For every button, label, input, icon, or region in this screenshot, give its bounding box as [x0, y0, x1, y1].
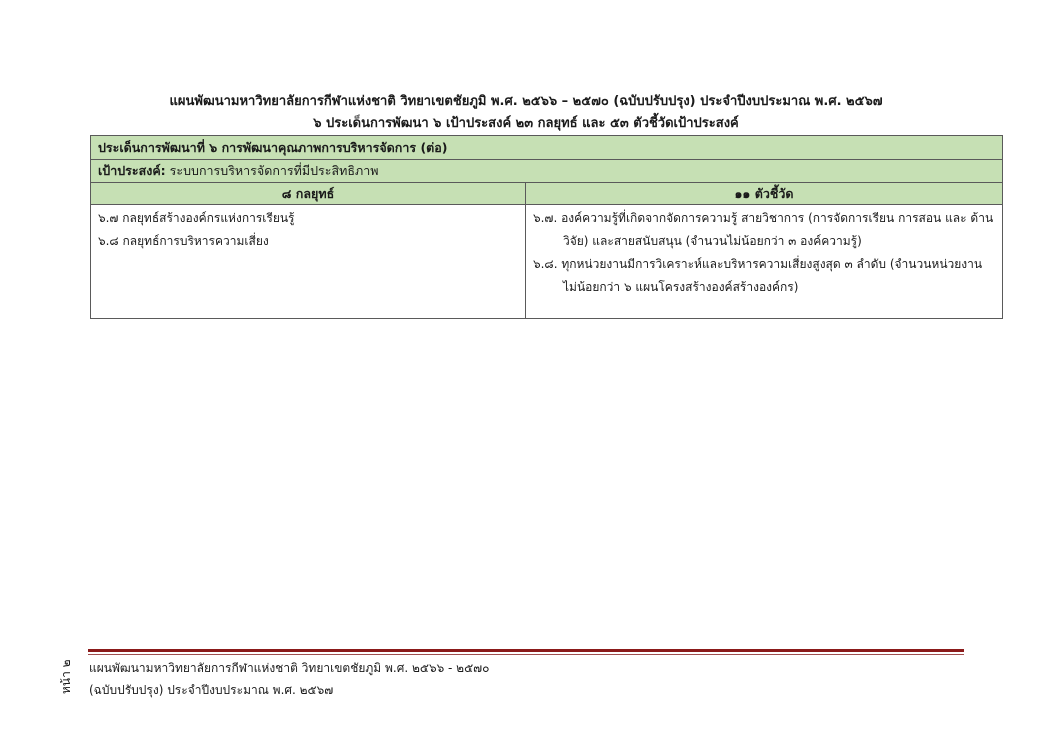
- strategy-column-header: ๘ กลยุทธ์: [91, 183, 526, 205]
- strategy-item: ๖.๘ กลยุทธ์การบริหารความเสี่ยง: [98, 234, 269, 248]
- indicator-list: [526, 205, 1002, 318]
- strategy-item: ๖.๗ กลยุทธ์สร้างองค์กรแห่งการเรียนรู้: [98, 211, 295, 225]
- indicator-item: ๖.๗. องค์ความรู้ที่เกิดจากจัดการความรู้ สายวิชาการ (การจัดการเรียน การสอน และ ด้านวิจัย) และสายสนับสนุน (จำนวนไม่น้อยกว่า ๓ องค์ความรู้): [533, 211, 994, 248]
- document-title: แผนพัฒนามหาวิทยาลัยการกีฬาแห่งชาติ วิทยาเขตชัยภูมิ พ.ศ. ๒๕๖๖ – ๒๕๗๐ (ฉบับปรับปรุง) ประจำปีงบประมาณ พ.ศ. ๒๕๖๗: [169, 94, 883, 109]
- strategy-table: [90, 135, 1003, 319]
- footer-text-line1: แผนพัฒนามหาวิทยาลัยการกีฬาแห่งชาติ วิทยาเขตชัยภูมิ พ.ศ. ๒๕๖๖ - ๒๕๗๐: [89, 661, 490, 675]
- goal-row: [91, 160, 1002, 183]
- indicator-column-header: ๑๑ ตัวชี้วัด: [526, 183, 1002, 205]
- goal-label: เป้าประสงค์:: [98, 163, 166, 178]
- goal-text: ระบบการบริหารจัดการที่มีประสิทธิภาพ: [165, 163, 379, 178]
- footer-divider: [88, 649, 964, 652]
- strategy-list: [91, 205, 526, 318]
- indicator-item: ๖.๘. ทุกหน่วยงานมีการวิเคราะห์และบริหารความเสี่ยงสูงสุด ๓ ลำดับ (จำนวนหน่วยงาน ไม่น้อยกว่า ๖ แผนโครงสร้างองค์สร้างองค์กร): [533, 257, 983, 294]
- development-issue-row: ประเด็นการพัฒนาที่ ๖ การพัฒนาคุณภาพการบริหารจัดการ (ต่อ): [91, 136, 1002, 160]
- document-subtitle: ๖ ประเด็นการพัฒนา ๖ เป้าประสงค์ ๒๓ กลยุทธ์ และ ๕๓ ตัวชี้วัดเป้าประสงค์: [313, 116, 739, 131]
- footer-text-line2: (ฉบับปรับปรุง) ประจำปีงบประมาณ พ.ศ. ๒๕๖๗: [89, 683, 334, 697]
- footer-divider-thin: [88, 654, 964, 655]
- page-number: หน้า ๒: [59, 659, 73, 694]
